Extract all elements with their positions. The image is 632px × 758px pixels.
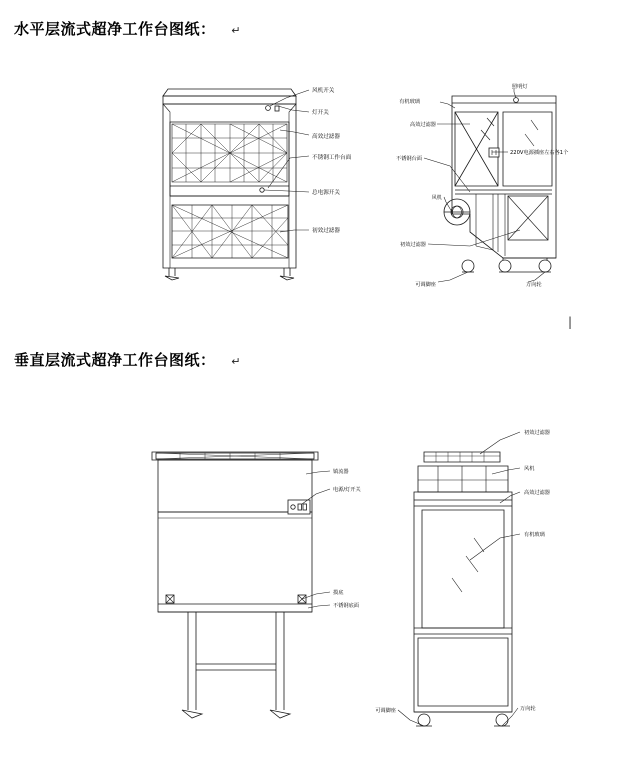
paragraph-mark: ↵ — [231, 355, 241, 368]
label-hepa-filter-side: 高效过滤器 — [410, 122, 436, 128]
vertical-front-label-group — [333, 467, 361, 609]
label-fan-vertical: 风机 — [524, 466, 535, 472]
label-power-socket: 220V电源插座左右各1个 — [510, 150, 569, 156]
label-hepa-filter-vertical: 高效过滤器 — [524, 490, 550, 496]
side-view-vertical — [414, 452, 512, 726]
label-fan: 风机 — [431, 195, 442, 201]
front-view-horizontal — [163, 89, 296, 280]
pre-filter-grille-lower — [172, 205, 288, 258]
front-view-label-group — [312, 86, 352, 234]
label-acrylic-glass-vertical: 有机玻璃 — [524, 532, 545, 538]
label-stainless-worktop: 不锈钢工作台面 — [312, 155, 352, 161]
adjustable-foot — [462, 260, 474, 272]
section-1-title: 水平层流式超净工作台图纸： — [14, 20, 216, 38]
label-pre-filter-vertical: 初效过滤器 — [524, 430, 550, 436]
caster-wheel-right — [539, 260, 551, 272]
label-stainless-top-side: 不锈钢台面 — [396, 156, 422, 162]
vertical-front-leaders — [302, 471, 330, 608]
power-knob — [291, 505, 295, 509]
side-view-label-group — [396, 82, 568, 288]
front-view-leaders — [264, 90, 309, 232]
label-illumination-lamp: 照明灯 — [512, 84, 528, 90]
label-adjustable-foot-vertical: 可调脚座 — [375, 708, 396, 714]
vertical-side-label-group — [375, 428, 551, 714]
power-switch-vertical — [298, 504, 302, 510]
illumination-lamp — [514, 98, 519, 103]
label-fan-switch: 风机开关 — [312, 88, 335, 94]
light-switch — [275, 106, 279, 111]
label-power-light-switch: 电源/灯开关 — [333, 487, 361, 493]
label-base: 摸底 — [333, 590, 344, 596]
label-ballast: 镇流器 — [333, 469, 349, 475]
paragraph-mark: ↵ — [231, 24, 241, 37]
fan-switch — [266, 106, 271, 111]
light-switch-vertical — [303, 504, 307, 510]
label-main-power-switch: 总电源开关 — [312, 190, 340, 196]
label-caster-wheel-vertical: 万向轮 — [520, 706, 536, 712]
label-caster-wheel: 万向轮 — [526, 282, 542, 288]
label-pre-filter-side: 初效过滤器 — [400, 242, 426, 248]
label-pre-filter: 初效过滤器 — [312, 228, 340, 234]
main-power-switch — [260, 188, 264, 192]
hepa-filter-grille-upper — [172, 124, 287, 182]
label-stainless-base: 不锈钢底面 — [333, 603, 359, 609]
power-socket-box — [489, 148, 499, 157]
section-2-title: 垂直层流式超净工作台图纸： — [14, 351, 216, 369]
top-filter-strip — [156, 453, 314, 459]
side-view-leaders — [424, 88, 545, 282]
caster-wheel-left — [499, 260, 511, 272]
label-hepa-filter: 高效过滤器 — [312, 134, 340, 140]
text-cursor: | — [568, 315, 573, 329]
fan-assembly — [444, 199, 470, 225]
label-adjustable-foot: 可调脚座 — [415, 282, 436, 288]
label-light-switch: 灯开关 — [312, 110, 329, 116]
label-acrylic-glass: 有机玻璃 — [399, 99, 420, 105]
pre-filter-tray — [424, 452, 500, 462]
vertical-side-leaders — [398, 432, 520, 726]
front-view-vertical — [152, 452, 318, 718]
caster-wheel-vertical — [496, 714, 508, 726]
